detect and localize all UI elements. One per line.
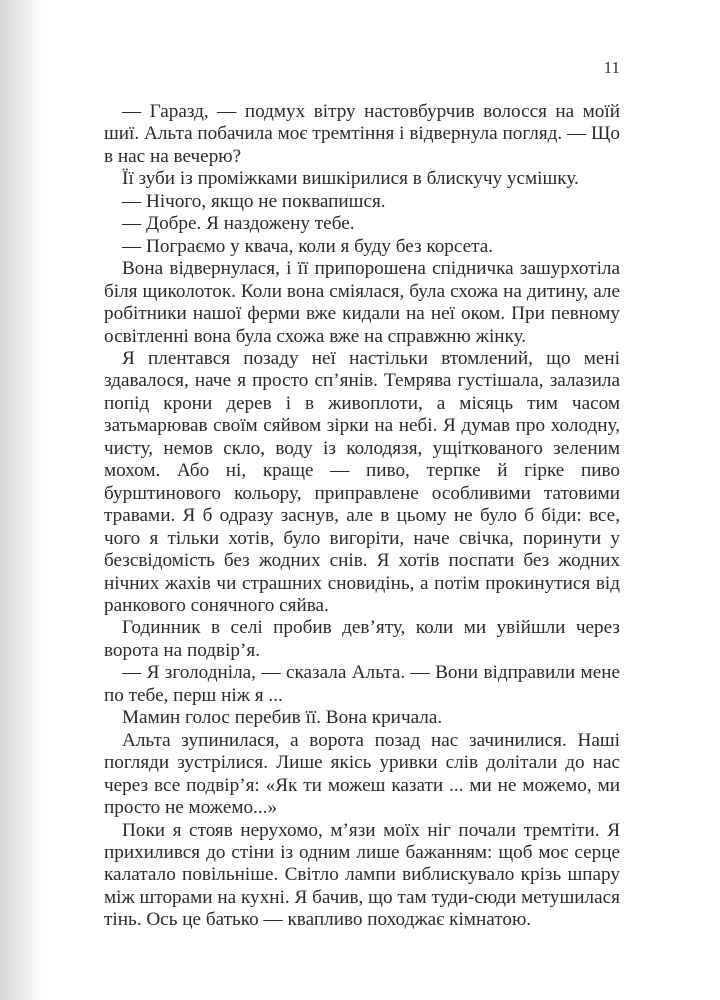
- body-text: [104, 101, 620, 932]
- paragraph: — Гаразд, — подмух вітру настовбурчив волосся на моїй шиї. Альта побачила моє тремтіння і відвернула погляд. — Що в нас на вечерю?: [104, 101, 620, 167]
- binding-gutter-shadow: [0, 0, 44, 1000]
- paragraph: Альта зупинилася, а ворота позад нас зачинилися. Наші погляди зустрілися. Лише якісь уривки слів долітали до нас через все подвір’я: «Як ти можеш казати ... ми не можемо, ми просто не можемо...»: [104, 729, 620, 819]
- paragraph: — Добре. Я наздожену тебе.: [122, 213, 355, 235]
- paragraph: — Пограємо у квача, коли я буду без корсета.: [122, 235, 494, 257]
- paragraph: Вона відвернулася, і її припорошена спідничка зашурхотіла біля щиколоток. Коли вона сміялася, була схожа на дитину, але робітники нашої ферми вже кидали на неї оком. При певному освітленні вона була схожа вже на справжню жінку.: [104, 258, 620, 347]
- paragraph: Мамин голос перебив її. Вона кричала.: [122, 707, 443, 729]
- paragraph: — Нічого, якщо не поквапишся.: [122, 190, 386, 212]
- paragraph: Її зуби із проміжками вишкірилися в блискучу усмішку.: [122, 168, 579, 190]
- paragraph: — Я зголодніла, — сказала Альта. — Вони відправили мене по тебе, перш ніж я ...: [104, 662, 620, 706]
- paragraph: Годинник в селі пробив дев’яту, коли ми увійшли через ворота на подвір’я.: [104, 617, 620, 661]
- paragraph: Я плентався позаду неї настільки втомлений, що мені здавалося, наче я просто сп’янів. Темрява густішала, залазила попід крони дерев і в живоплоти, а місяць тим часом затьмарював своїм сяйвом зірки на небі. Я думав про холодну, чисту, немов скло, воду із колодязя, ущіткованого зеленим мохом. Або ні, краще — пиво, терпке й гірке пиво бурштинового кольору, приправлене особливими татовими травами. Я б одразу заснув, але в цьому не було б біди: все, чого я тільки хотів, було вигоріти, наче свічка, поринути у безсвідомість без жодних снів. Я хотів поспати без жодних нічних жахів чи страшних сновидінь, а потім прокинутися від ранкового сонячного сяйва.: [104, 347, 620, 616]
- page-number: 11: [603, 58, 620, 77]
- paragraph: Поки я стояв нерухомо, м’язи моїх ніг почали тремтіти. Я прихилився до стіни із одним лише бажанням: щоб моє серце калатало повільніше. Світло лампи виблискувало крізь шпару між шторами на кухні. Я бачив, що там туди-сюди метушилася тінь. Ось це батько — квапливо походжає кімнатою.: [104, 819, 620, 931]
